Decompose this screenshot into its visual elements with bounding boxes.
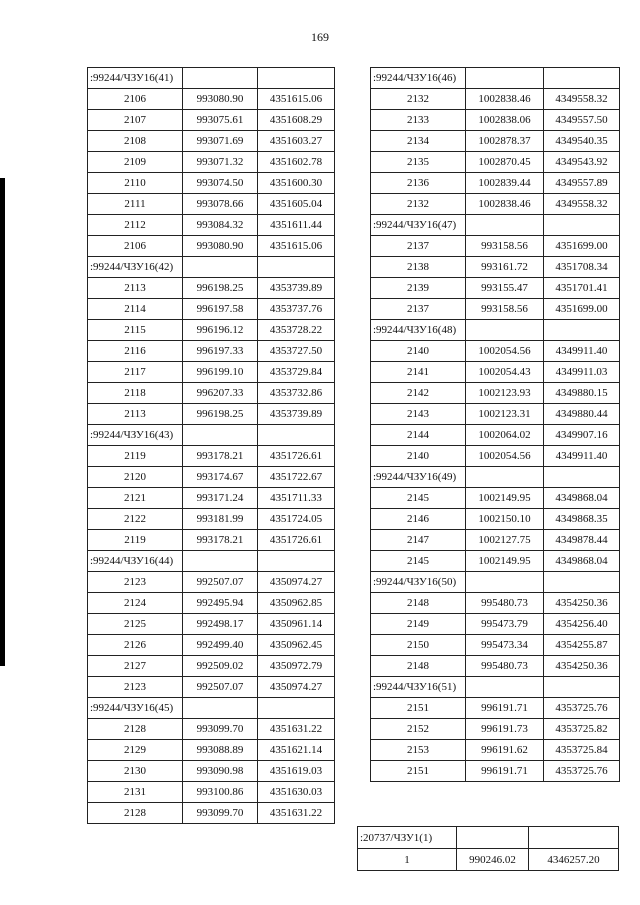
table-row bbox=[358, 849, 619, 871]
coordinate-x: 993075.61 bbox=[183, 110, 258, 131]
point-number: 2118 bbox=[88, 383, 183, 404]
coordinate-y: 4351615.06 bbox=[258, 89, 335, 110]
point-number: 2124 bbox=[88, 593, 183, 614]
coordinate-y: 4354256.40 bbox=[544, 614, 620, 635]
coordinate-x: 1002149.95 bbox=[466, 488, 544, 509]
table-row bbox=[371, 152, 620, 173]
table-row bbox=[88, 89, 335, 110]
point-number: 2143 bbox=[371, 404, 466, 425]
coordinate-x: 1002878.37 bbox=[466, 131, 544, 152]
point-number: 2114 bbox=[88, 299, 183, 320]
coordinate-x: 992495.94 bbox=[183, 593, 258, 614]
coordinate-x: 993158.56 bbox=[466, 236, 544, 257]
coordinate-x: 996191.62 bbox=[466, 740, 544, 761]
point-number: 2116 bbox=[88, 341, 183, 362]
empty-cell bbox=[544, 215, 620, 236]
coordinate-y: 4351708.34 bbox=[544, 257, 620, 278]
coordinate-y: 4351611.44 bbox=[258, 215, 335, 236]
table-row bbox=[371, 236, 620, 257]
coordinate-x: 993100.86 bbox=[183, 782, 258, 803]
parcel-label: :99244/ЧЗУ16(42) bbox=[88, 257, 183, 278]
coordinate-x: 1002054.56 bbox=[466, 341, 544, 362]
coordinate-x: 995473.34 bbox=[466, 635, 544, 656]
table-row bbox=[88, 740, 335, 761]
table-row bbox=[88, 341, 335, 362]
empty-cell bbox=[258, 68, 335, 89]
coordinate-y: 4351631.22 bbox=[258, 719, 335, 740]
coordinate-y: 4351600.30 bbox=[258, 173, 335, 194]
coordinate-x: 996191.71 bbox=[466, 698, 544, 719]
parcel-label: :99244/ЧЗУ16(43) bbox=[88, 425, 183, 446]
table-row bbox=[88, 509, 335, 530]
table-row bbox=[371, 341, 620, 362]
point-number: 2130 bbox=[88, 761, 183, 782]
table-row bbox=[371, 761, 620, 782]
coordinate-x: 996191.71 bbox=[466, 761, 544, 782]
empty-cell bbox=[544, 572, 620, 593]
table-row bbox=[88, 530, 335, 551]
empty-cell bbox=[466, 68, 544, 89]
table-row bbox=[88, 614, 335, 635]
coordinate-y: 4353725.76 bbox=[544, 761, 620, 782]
table-row bbox=[88, 761, 335, 782]
coordinate-x: 996199.10 bbox=[183, 362, 258, 383]
point-number: 2129 bbox=[88, 740, 183, 761]
coordinate-y: 4350962.85 bbox=[258, 593, 335, 614]
point-number: 1 bbox=[358, 849, 457, 871]
coordinate-x: 996197.33 bbox=[183, 341, 258, 362]
point-number: 2123 bbox=[88, 677, 183, 698]
coordinate-x: 993080.90 bbox=[183, 89, 258, 110]
coordinate-x: 1002839.44 bbox=[466, 173, 544, 194]
coordinate-y: 4353727.50 bbox=[258, 341, 335, 362]
point-number: 2145 bbox=[371, 551, 466, 572]
coordinate-x: 1002054.43 bbox=[466, 362, 544, 383]
table-row bbox=[371, 194, 620, 215]
parcel-header-row bbox=[88, 698, 335, 719]
coordinate-x: 1002123.31 bbox=[466, 404, 544, 425]
parcel-header-row bbox=[371, 68, 620, 89]
coordinate-y: 4351701.41 bbox=[544, 278, 620, 299]
coordinates-table-left bbox=[87, 67, 335, 824]
coordinate-x: 1002127.75 bbox=[466, 530, 544, 551]
coordinate-x: 1002838.46 bbox=[466, 194, 544, 215]
coordinate-y: 4353729.84 bbox=[258, 362, 335, 383]
coordinate-y: 4353725.84 bbox=[544, 740, 620, 761]
point-number: 2128 bbox=[88, 803, 183, 824]
point-number: 2149 bbox=[371, 614, 466, 635]
point-number: 2128 bbox=[88, 719, 183, 740]
empty-cell bbox=[258, 425, 335, 446]
empty-cell bbox=[258, 551, 335, 572]
table-row bbox=[88, 110, 335, 131]
coordinate-y: 4349911.40 bbox=[544, 446, 620, 467]
empty-cell bbox=[258, 257, 335, 278]
table-row bbox=[88, 173, 335, 194]
coordinate-y: 4349558.32 bbox=[544, 194, 620, 215]
coordinate-y: 4350961.14 bbox=[258, 614, 335, 635]
coordinate-y: 4351621.14 bbox=[258, 740, 335, 761]
coordinate-y: 4349868.04 bbox=[544, 551, 620, 572]
coordinate-y: 4349911.40 bbox=[544, 341, 620, 362]
coordinate-y: 4353737.76 bbox=[258, 299, 335, 320]
coordinate-y: 4354255.87 bbox=[544, 635, 620, 656]
point-number: 2109 bbox=[88, 152, 183, 173]
coordinate-y: 4351699.00 bbox=[544, 236, 620, 257]
coordinate-x: 993074.50 bbox=[183, 173, 258, 194]
table-row bbox=[371, 488, 620, 509]
point-number: 2148 bbox=[371, 593, 466, 614]
empty-cell bbox=[183, 551, 258, 572]
empty-cell bbox=[466, 467, 544, 488]
table-row bbox=[88, 131, 335, 152]
table-row bbox=[371, 278, 620, 299]
point-number: 2127 bbox=[88, 656, 183, 677]
empty-cell bbox=[258, 698, 335, 719]
point-number: 2121 bbox=[88, 488, 183, 509]
table-row bbox=[88, 152, 335, 173]
point-number: 2108 bbox=[88, 131, 183, 152]
coordinate-x: 1002054.56 bbox=[466, 446, 544, 467]
coordinate-x: 1002150.10 bbox=[466, 509, 544, 530]
coordinate-x: 993178.21 bbox=[183, 530, 258, 551]
coordinate-y: 4349880.15 bbox=[544, 383, 620, 404]
coordinate-y: 4351631.22 bbox=[258, 803, 335, 824]
point-number: 2106 bbox=[88, 89, 183, 110]
coordinate-y: 4351726.61 bbox=[258, 446, 335, 467]
point-number: 2145 bbox=[371, 488, 466, 509]
coordinate-y: 4349868.35 bbox=[544, 509, 620, 530]
coordinate-x: 993181.99 bbox=[183, 509, 258, 530]
point-number: 2107 bbox=[88, 110, 183, 131]
coordinate-y: 4350974.27 bbox=[258, 572, 335, 593]
table-row bbox=[371, 89, 620, 110]
scan-edge-bar bbox=[0, 178, 5, 666]
point-number: 2125 bbox=[88, 614, 183, 635]
point-number: 2140 bbox=[371, 446, 466, 467]
coordinate-y: 4351608.29 bbox=[258, 110, 335, 131]
table-row bbox=[371, 131, 620, 152]
point-number: 2119 bbox=[88, 530, 183, 551]
table-row bbox=[88, 299, 335, 320]
coordinate-y: 4353732.86 bbox=[258, 383, 335, 404]
coordinate-y: 4351605.04 bbox=[258, 194, 335, 215]
point-number: 2113 bbox=[88, 404, 183, 425]
point-number: 2144 bbox=[371, 425, 466, 446]
table-row bbox=[88, 362, 335, 383]
table-row bbox=[371, 173, 620, 194]
table-row bbox=[88, 656, 335, 677]
coordinate-y: 4349868.04 bbox=[544, 488, 620, 509]
coordinate-y: 4351603.27 bbox=[258, 131, 335, 152]
parcel-header-row bbox=[88, 425, 335, 446]
table-row bbox=[371, 740, 620, 761]
point-number: 2131 bbox=[88, 782, 183, 803]
table-row bbox=[371, 383, 620, 404]
coordinate-x: 993178.21 bbox=[183, 446, 258, 467]
coordinate-x: 1002149.95 bbox=[466, 551, 544, 572]
table-row bbox=[88, 572, 335, 593]
point-number: 2115 bbox=[88, 320, 183, 341]
coordinate-y: 4353739.89 bbox=[258, 278, 335, 299]
coordinate-x: 996198.25 bbox=[183, 404, 258, 425]
table-row bbox=[88, 320, 335, 341]
point-number: 2122 bbox=[88, 509, 183, 530]
coordinate-y: 4349557.89 bbox=[544, 173, 620, 194]
coordinate-y: 4349907.16 bbox=[544, 425, 620, 446]
empty-cell bbox=[544, 320, 620, 341]
point-number: 2119 bbox=[88, 446, 183, 467]
coordinate-y: 4349911.03 bbox=[544, 362, 620, 383]
coordinate-y: 4353725.82 bbox=[544, 719, 620, 740]
table-row bbox=[88, 383, 335, 404]
empty-cell bbox=[466, 572, 544, 593]
table-row bbox=[371, 593, 620, 614]
coordinate-y: 4351726.61 bbox=[258, 530, 335, 551]
empty-cell bbox=[183, 425, 258, 446]
coordinate-y: 4349543.92 bbox=[544, 152, 620, 173]
point-number: 2146 bbox=[371, 509, 466, 530]
coordinate-y: 4351724.05 bbox=[258, 509, 335, 530]
coordinate-y: 4351619.03 bbox=[258, 761, 335, 782]
coordinate-x: 992498.17 bbox=[183, 614, 258, 635]
coordinate-y: 4349557.50 bbox=[544, 110, 620, 131]
coordinate-x: 993158.56 bbox=[466, 299, 544, 320]
point-number: 2112 bbox=[88, 215, 183, 236]
table-row bbox=[88, 677, 335, 698]
coordinate-y: 4351602.78 bbox=[258, 152, 335, 173]
coordinate-y: 4354250.36 bbox=[544, 593, 620, 614]
coordinate-x: 993078.66 bbox=[183, 194, 258, 215]
coordinate-y: 4350962.45 bbox=[258, 635, 335, 656]
point-number: 2117 bbox=[88, 362, 183, 383]
point-number: 2137 bbox=[371, 299, 466, 320]
coordinate-y: 4349558.32 bbox=[544, 89, 620, 110]
coordinate-x: 1002838.46 bbox=[466, 89, 544, 110]
coordinate-x: 1002123.93 bbox=[466, 383, 544, 404]
coordinate-x: 992499.40 bbox=[183, 635, 258, 656]
table-row bbox=[371, 404, 620, 425]
table-row bbox=[88, 467, 335, 488]
coordinate-y: 4353739.89 bbox=[258, 404, 335, 425]
coordinate-x: 993090.98 bbox=[183, 761, 258, 782]
coordinate-x: 993071.69 bbox=[183, 131, 258, 152]
coordinate-y: 4349880.44 bbox=[544, 404, 620, 425]
coordinate-y: 4349540.35 bbox=[544, 131, 620, 152]
coordinate-x: 995480.73 bbox=[466, 593, 544, 614]
coordinate-x: 1002838.06 bbox=[466, 110, 544, 131]
point-number: 2151 bbox=[371, 761, 466, 782]
empty-cell bbox=[544, 467, 620, 488]
coordinate-x: 995473.79 bbox=[466, 614, 544, 635]
coordinates-table-bottom bbox=[357, 826, 619, 871]
parcel-label: :20737/ЧЗУ1(1) bbox=[358, 827, 457, 849]
table-row bbox=[88, 446, 335, 467]
coordinate-x: 993099.70 bbox=[183, 719, 258, 740]
table-row bbox=[371, 299, 620, 320]
point-number: 2147 bbox=[371, 530, 466, 551]
point-number: 2132 bbox=[371, 89, 466, 110]
point-number: 2142 bbox=[371, 383, 466, 404]
coordinate-y: 4351615.06 bbox=[258, 236, 335, 257]
table-row bbox=[88, 719, 335, 740]
point-number: 2139 bbox=[371, 278, 466, 299]
table-row bbox=[371, 257, 620, 278]
table-row bbox=[371, 362, 620, 383]
point-number: 2106 bbox=[88, 236, 183, 257]
coordinate-x: 990246.02 bbox=[457, 849, 529, 871]
table-row bbox=[371, 614, 620, 635]
table-row bbox=[88, 194, 335, 215]
point-number: 2137 bbox=[371, 236, 466, 257]
coordinate-y: 4351699.00 bbox=[544, 299, 620, 320]
coordinate-x: 993099.70 bbox=[183, 803, 258, 824]
table-row bbox=[88, 278, 335, 299]
point-number: 2110 bbox=[88, 173, 183, 194]
coordinate-x: 996198.25 bbox=[183, 278, 258, 299]
parcel-header-row bbox=[371, 215, 620, 236]
empty-cell bbox=[466, 215, 544, 236]
point-number: 2151 bbox=[371, 698, 466, 719]
empty-cell bbox=[457, 827, 529, 849]
table-row bbox=[371, 698, 620, 719]
empty-cell bbox=[183, 257, 258, 278]
coordinate-x: 996197.58 bbox=[183, 299, 258, 320]
coordinate-x: 993071.32 bbox=[183, 152, 258, 173]
parcel-label: :99244/ЧЗУ16(45) bbox=[88, 698, 183, 719]
table-row bbox=[88, 215, 335, 236]
point-number: 2132 bbox=[371, 194, 466, 215]
coordinate-x: 993161.72 bbox=[466, 257, 544, 278]
parcel-header-row bbox=[371, 320, 620, 341]
page-number: 169 bbox=[311, 30, 329, 44]
table-row bbox=[88, 635, 335, 656]
coordinate-x: 993174.67 bbox=[183, 467, 258, 488]
point-number: 2113 bbox=[88, 278, 183, 299]
point-number: 2153 bbox=[371, 740, 466, 761]
empty-cell bbox=[466, 677, 544, 698]
coordinate-x: 993084.32 bbox=[183, 215, 258, 236]
parcel-header-row bbox=[371, 467, 620, 488]
table-row bbox=[371, 425, 620, 446]
table-row bbox=[88, 488, 335, 509]
coordinate-x: 992507.07 bbox=[183, 572, 258, 593]
table-row bbox=[371, 719, 620, 740]
point-number: 2141 bbox=[371, 362, 466, 383]
coordinate-x: 992509.02 bbox=[183, 656, 258, 677]
table-row bbox=[371, 509, 620, 530]
point-number: 2152 bbox=[371, 719, 466, 740]
table-row bbox=[371, 110, 620, 131]
parcel-header-row bbox=[88, 551, 335, 572]
coordinate-x: 996207.33 bbox=[183, 383, 258, 404]
coordinate-y: 4350974.27 bbox=[258, 677, 335, 698]
parcel-label: :99244/ЧЗУ16(49) bbox=[371, 467, 466, 488]
coordinate-y: 4351722.67 bbox=[258, 467, 335, 488]
coordinate-x: 1002064.02 bbox=[466, 425, 544, 446]
point-number: 2135 bbox=[371, 152, 466, 173]
empty-cell bbox=[529, 827, 619, 849]
point-number: 2133 bbox=[371, 110, 466, 131]
empty-cell bbox=[544, 677, 620, 698]
coordinate-y: 4349878.44 bbox=[544, 530, 620, 551]
point-number: 2134 bbox=[371, 131, 466, 152]
empty-cell bbox=[466, 320, 544, 341]
parcel-header-row bbox=[371, 677, 620, 698]
coordinate-x: 995480.73 bbox=[466, 656, 544, 677]
parcel-header-row bbox=[371, 572, 620, 593]
coordinate-y: 4351630.03 bbox=[258, 782, 335, 803]
coordinate-y: 4353725.76 bbox=[544, 698, 620, 719]
empty-cell bbox=[183, 68, 258, 89]
table-row bbox=[371, 446, 620, 467]
empty-cell bbox=[183, 698, 258, 719]
table-row bbox=[88, 803, 335, 824]
coordinate-y: 4346257.20 bbox=[529, 849, 619, 871]
table-row bbox=[88, 236, 335, 257]
point-number: 2120 bbox=[88, 467, 183, 488]
empty-cell bbox=[544, 68, 620, 89]
table-row bbox=[88, 782, 335, 803]
parcel-label: :99244/ЧЗУ16(51) bbox=[371, 677, 466, 698]
point-number: 2150 bbox=[371, 635, 466, 656]
parcel-header-row bbox=[358, 827, 619, 849]
coordinate-y: 4354250.36 bbox=[544, 656, 620, 677]
table-row bbox=[371, 635, 620, 656]
coordinate-x: 996191.73 bbox=[466, 719, 544, 740]
point-number: 2148 bbox=[371, 656, 466, 677]
coordinate-x: 993088.89 bbox=[183, 740, 258, 761]
coordinates-table-right bbox=[370, 67, 620, 782]
point-number: 2126 bbox=[88, 635, 183, 656]
parcel-label: :99244/ЧЗУ16(41) bbox=[88, 68, 183, 89]
parcel-label: :99244/ЧЗУ16(47) bbox=[371, 215, 466, 236]
table-row bbox=[88, 593, 335, 614]
coordinate-x: 993171.24 bbox=[183, 488, 258, 509]
point-number: 2123 bbox=[88, 572, 183, 593]
coordinate-y: 4353728.22 bbox=[258, 320, 335, 341]
point-number: 2111 bbox=[88, 194, 183, 215]
coordinate-x: 992507.07 bbox=[183, 677, 258, 698]
point-number: 2138 bbox=[371, 257, 466, 278]
coordinate-x: 993080.90 bbox=[183, 236, 258, 257]
coordinate-y: 4351711.33 bbox=[258, 488, 335, 509]
table-row bbox=[371, 551, 620, 572]
parcel-label: :99244/ЧЗУ16(46) bbox=[371, 68, 466, 89]
point-number: 2136 bbox=[371, 173, 466, 194]
table-row bbox=[371, 530, 620, 551]
parcel-label: :99244/ЧЗУ16(50) bbox=[371, 572, 466, 593]
coordinate-x: 996196.12 bbox=[183, 320, 258, 341]
coordinate-x: 1002870.45 bbox=[466, 152, 544, 173]
parcel-label: :99244/ЧЗУ16(48) bbox=[371, 320, 466, 341]
coordinate-y: 4350972.79 bbox=[258, 656, 335, 677]
table-row bbox=[88, 404, 335, 425]
parcel-header-row bbox=[88, 68, 335, 89]
coordinate-x: 993155.47 bbox=[466, 278, 544, 299]
table-row bbox=[371, 656, 620, 677]
parcel-label: :99244/ЧЗУ16(44) bbox=[88, 551, 183, 572]
parcel-header-row bbox=[88, 257, 335, 278]
point-number: 2140 bbox=[371, 341, 466, 362]
